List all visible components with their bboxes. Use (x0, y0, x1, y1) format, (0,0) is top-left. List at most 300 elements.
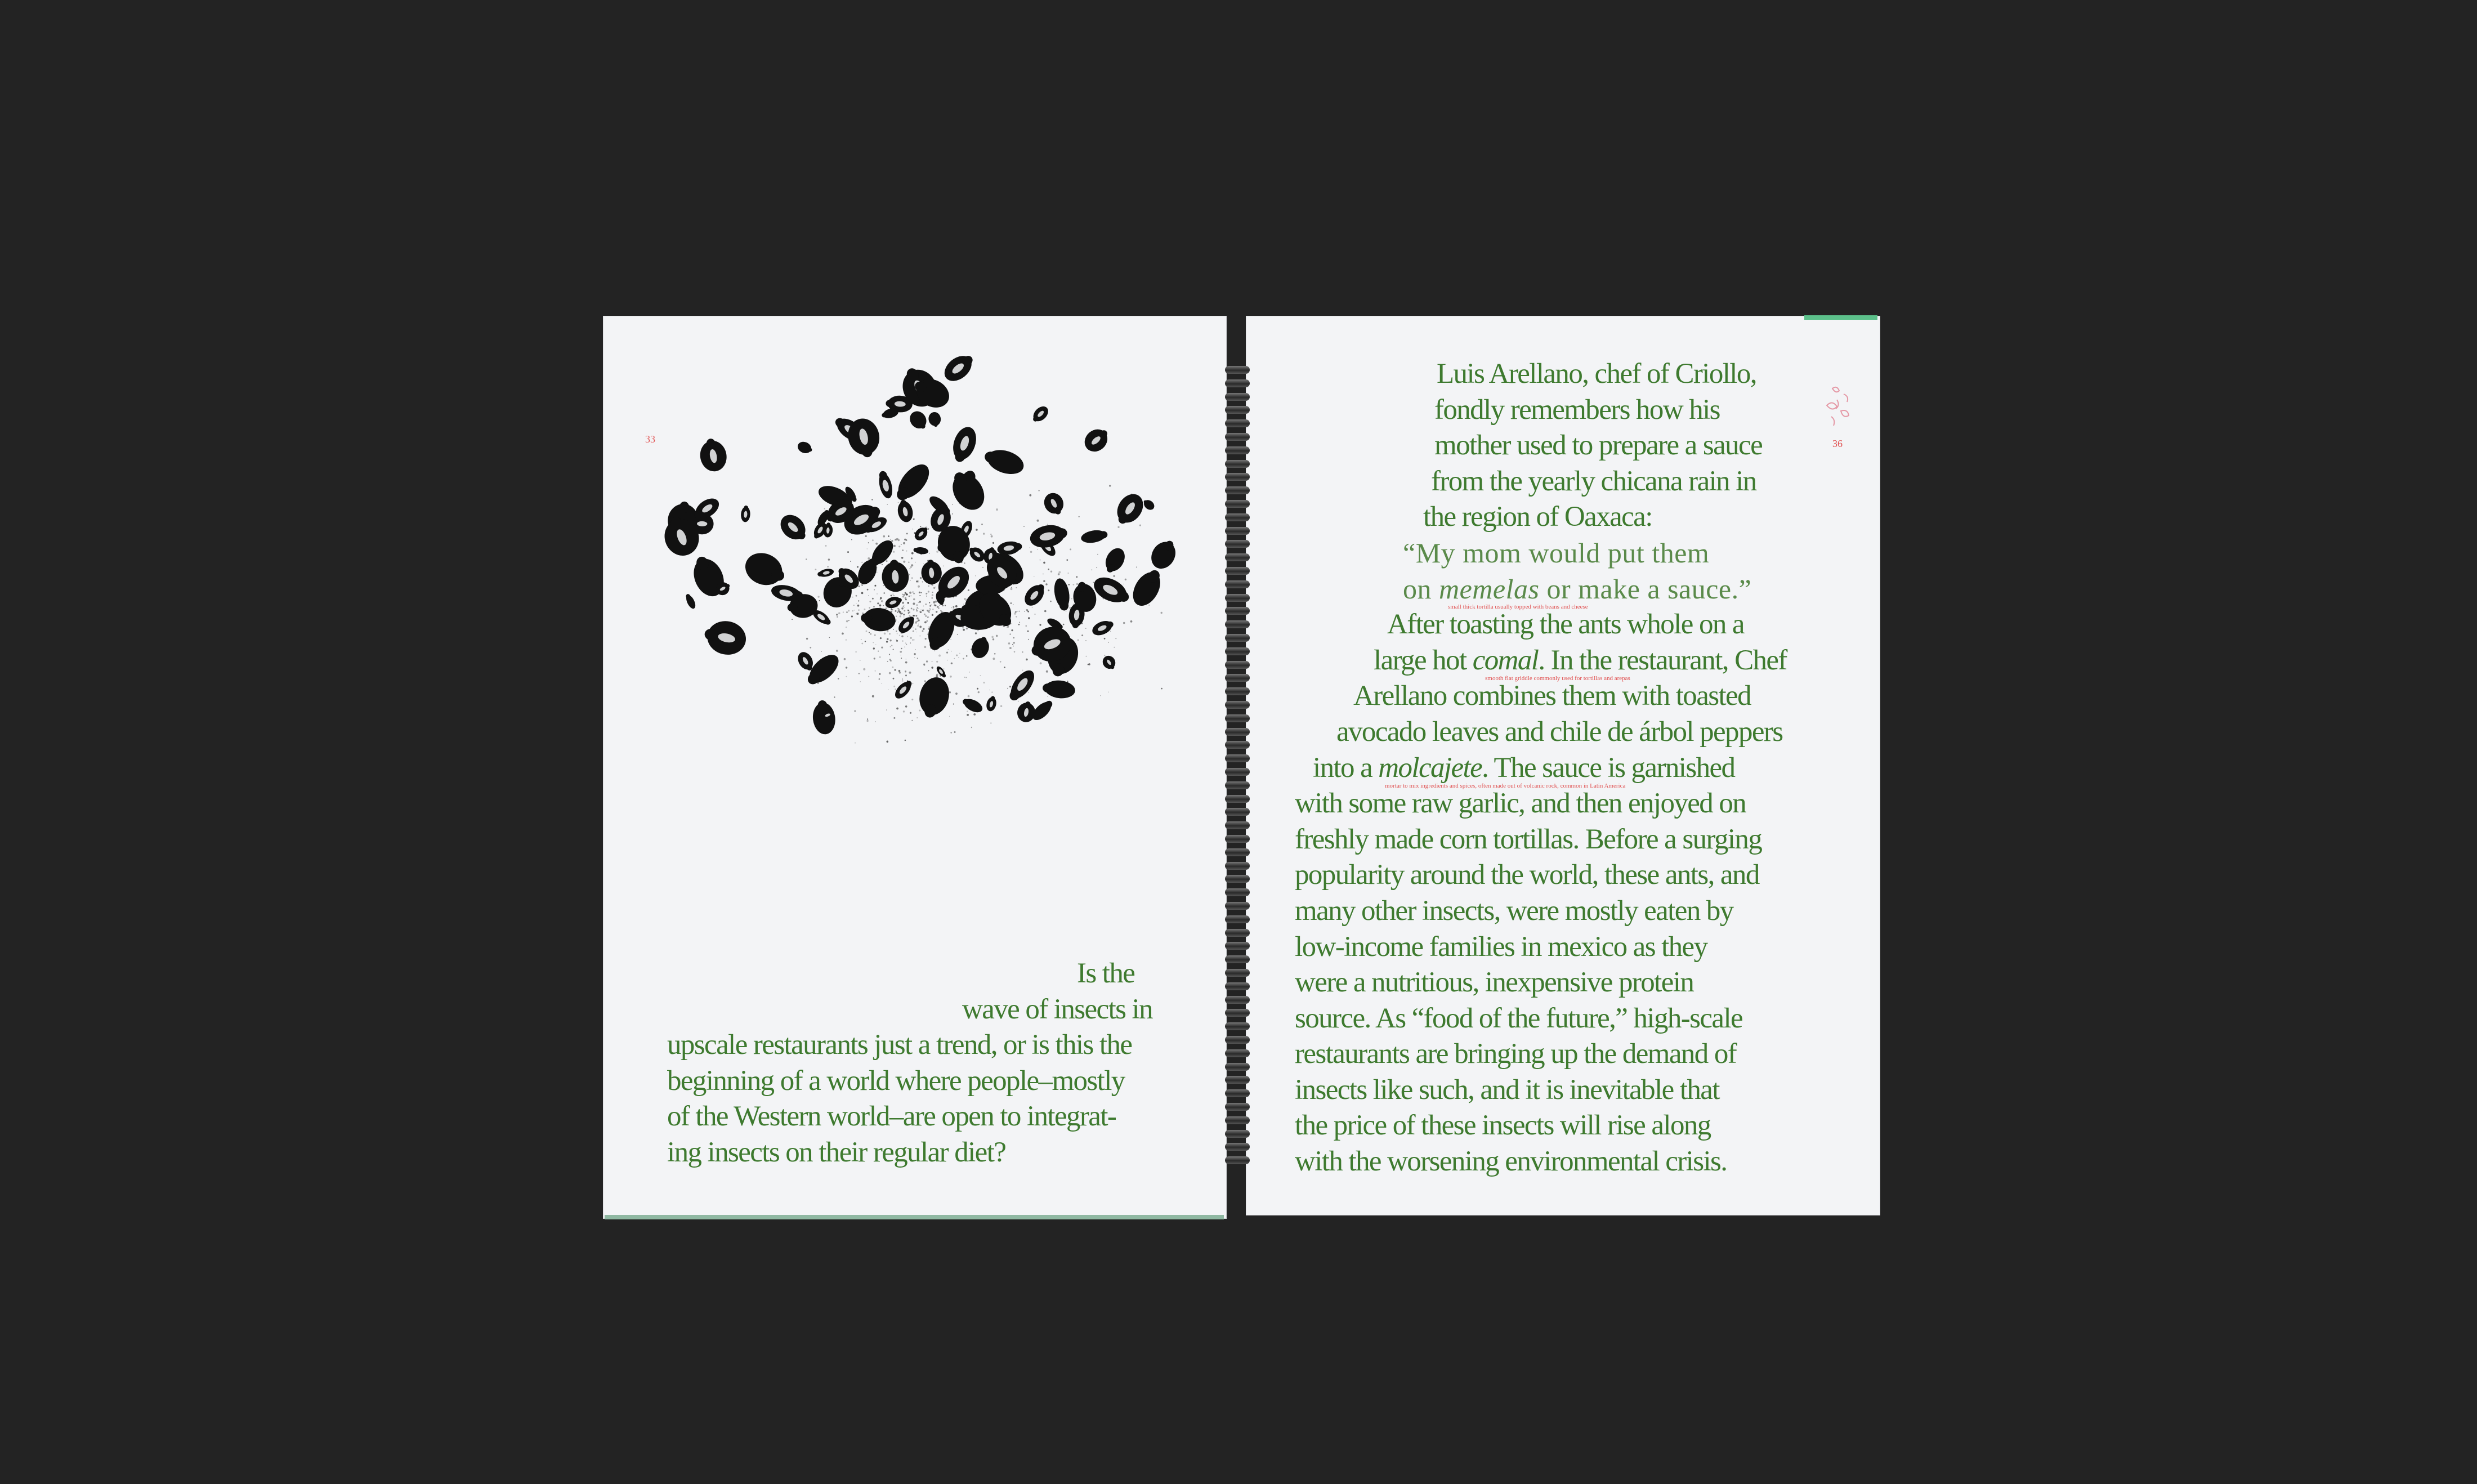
dust-speck (953, 703, 954, 704)
dust-speck (889, 633, 891, 635)
binding-coil (1225, 406, 1250, 414)
body-line: insects like such, and it is inevitable that (1295, 1074, 1719, 1106)
dust-speck (883, 585, 884, 586)
dust-speck (1079, 516, 1080, 517)
binding-coil (1225, 848, 1250, 856)
dust-speck (945, 605, 946, 606)
dust-speck (867, 548, 868, 549)
dust-speck (975, 632, 977, 634)
dust-speck (901, 658, 902, 659)
dust-speck (846, 627, 847, 628)
dust-speck (990, 534, 992, 535)
dust-speck (932, 584, 933, 586)
memelas-term: memelas (1439, 573, 1540, 605)
dust-speck (1007, 627, 1008, 628)
dust-speck (891, 645, 892, 646)
dust-speck (951, 607, 952, 609)
ant-blot (880, 558, 910, 593)
binding-coil (1225, 942, 1250, 950)
dust-speck (911, 596, 912, 597)
molcajete-pre: into a (1313, 752, 1379, 784)
dust-speck (862, 585, 863, 586)
dust-speck (925, 604, 927, 605)
dust-speck (927, 616, 928, 618)
dust-speck (821, 651, 822, 652)
ant-blot (1005, 667, 1039, 704)
dust-speck (858, 600, 859, 601)
dust-speck (1000, 705, 1002, 707)
dust-speck (1125, 579, 1126, 580)
dust-speck (877, 593, 878, 595)
dust-speck (860, 681, 861, 682)
body-line: mother used to prepare a sauce (1434, 430, 1763, 462)
dust-speck (905, 642, 906, 643)
ant-blot (1041, 490, 1068, 518)
binding-coil (1225, 714, 1250, 722)
dust-speck (973, 713, 976, 716)
dust-speck (859, 610, 860, 611)
dust-speck (817, 596, 819, 597)
dust-speck (1076, 583, 1079, 585)
dust-speck (868, 676, 869, 677)
dust-speck (883, 535, 886, 538)
dust-speck (1009, 633, 1011, 634)
question-text (667, 956, 1196, 1170)
dust-speck (904, 607, 905, 608)
dust-speck (896, 616, 897, 617)
dust-speck (828, 566, 829, 567)
dust-speck (895, 689, 896, 690)
dust-speck (844, 658, 846, 660)
dust-speck (852, 597, 853, 598)
dust-speck (901, 607, 904, 610)
dust-speck (968, 589, 969, 591)
dust-speck (1016, 616, 1017, 618)
binding-coil (1225, 379, 1250, 387)
ant-blot (1080, 528, 1108, 544)
dust-speck (869, 601, 871, 602)
dust-speck (920, 577, 922, 579)
binding-coil (1225, 594, 1250, 602)
dust-speck (932, 595, 933, 596)
binding-coil (1225, 1156, 1250, 1164)
body-line: from the yearly chicana rain in (1431, 465, 1756, 497)
binding-coil (1225, 553, 1250, 561)
dust-speck (939, 605, 940, 606)
body-line: Luis Arellano, chef of Criollo, (1437, 358, 1756, 390)
dust-speck (922, 581, 923, 582)
dust-speck (867, 718, 868, 719)
dust-speck (1009, 647, 1012, 649)
binding-coil (1225, 728, 1250, 736)
dust-speck (1045, 583, 1047, 585)
dust-speck (898, 546, 900, 547)
dust-speck (967, 714, 969, 716)
dust-speck (916, 604, 918, 606)
dust-speck (932, 668, 933, 669)
dust-speck (898, 670, 901, 672)
dust-speck (873, 606, 874, 607)
dust-speck (868, 557, 870, 560)
body-line: Arellano combines them with toasted (1353, 680, 1751, 712)
dust-speck (887, 638, 888, 640)
dust-speck (1096, 567, 1097, 568)
dust-speck (875, 644, 876, 645)
dust-speck (1161, 688, 1163, 690)
dust-speck (884, 633, 886, 635)
dust-speck (938, 535, 939, 536)
dust-speck (872, 695, 874, 698)
spiral-binding (1220, 366, 1254, 1171)
memelas-gloss: small thick tortilla usually topped with beans and cheese (1448, 603, 1588, 610)
dust-speck (898, 502, 899, 503)
dust-speck (927, 593, 928, 594)
dust-speck (1123, 622, 1125, 624)
binding-coil (1225, 500, 1250, 508)
ant-blot (913, 547, 929, 555)
dust-speck (951, 663, 953, 664)
binding-coil (1225, 795, 1250, 803)
dust-speck (907, 610, 909, 611)
binding-coil (1225, 1036, 1250, 1044)
dust-speck (913, 602, 915, 605)
dust-speck (920, 610, 922, 611)
dust-speck (893, 545, 896, 547)
dust-speck (922, 630, 924, 632)
dust-speck (1040, 560, 1041, 561)
dust-speck (932, 592, 933, 593)
dust-speck (926, 596, 927, 597)
binding-coil (1225, 473, 1250, 481)
dust-speck (933, 587, 935, 589)
dust-speck (923, 628, 924, 630)
dust-speck (1104, 655, 1105, 656)
binding-coil (1225, 1116, 1250, 1124)
dust-speck (887, 631, 888, 632)
dust-speck (916, 618, 919, 620)
dust-speck (892, 667, 894, 668)
binding-coil (1225, 1022, 1250, 1030)
dust-speck (1115, 638, 1116, 639)
ant-blot (684, 593, 698, 610)
dust-speck (957, 634, 958, 635)
dust-speck (838, 678, 839, 680)
dust-speck (810, 647, 811, 649)
dust-speck (893, 717, 895, 719)
dust-speck (865, 535, 867, 537)
dust-speck (918, 585, 920, 588)
molcajete-term: molcajete (1378, 752, 1482, 784)
dust-speck (913, 631, 914, 632)
dust-speck (1097, 554, 1098, 555)
dust-speck (980, 675, 981, 676)
dust-speck (910, 637, 912, 639)
body-line: avocado leaves and chile de árbol peppers (1336, 716, 1783, 748)
dust-speck (952, 513, 953, 515)
dust-speck (919, 710, 920, 712)
body-line: low-income families in mexico as they (1295, 931, 1707, 963)
dust-speck (857, 613, 859, 615)
right-page-number: 36 (1832, 438, 1843, 449)
dust-speck (1000, 661, 1001, 663)
dust-speck (911, 552, 914, 555)
dust-speck (956, 655, 958, 656)
ant-blot (1101, 545, 1129, 576)
ant-blot (877, 470, 895, 499)
ant-blot (948, 424, 980, 465)
dust-speck (977, 630, 978, 631)
dust-speck (935, 601, 937, 603)
dust-speck (850, 561, 851, 562)
body-line: with some raw garlic, and then enjoyed on (1295, 788, 1746, 820)
dust-speck (1110, 631, 1111, 632)
dust-speck (856, 595, 857, 597)
dust-speck (928, 611, 930, 613)
dust-speck (1027, 631, 1029, 632)
dust-speck (848, 620, 849, 621)
dust-speck (922, 610, 924, 611)
dust-speck (954, 658, 955, 659)
dust-speck (996, 508, 998, 511)
dust-speck (936, 551, 938, 553)
dust-speck (929, 605, 931, 607)
dust-speck (836, 614, 838, 615)
dust-speck (1022, 651, 1023, 652)
dust-speck (851, 539, 852, 540)
body-line (1295, 643, 1858, 682)
dust-speck (971, 727, 972, 728)
dust-speck (912, 640, 913, 641)
dust-speck (900, 651, 902, 653)
dust-speck (927, 633, 929, 635)
dust-speck (896, 708, 898, 710)
dust-speck (938, 655, 941, 657)
dust-speck (923, 664, 925, 665)
dust-speck (792, 619, 793, 620)
body-line: After toasting the ants whole on a (1387, 609, 1744, 641)
dust-speck (837, 616, 838, 618)
dust-speck (902, 549, 904, 551)
dust-speck (829, 637, 830, 638)
dust-speck (887, 741, 889, 743)
dust-speck (975, 575, 976, 576)
dust-speck (963, 604, 964, 605)
quote-post: or make a sauce.” (1539, 573, 1752, 605)
dust-speck (952, 504, 953, 505)
dust-speck (874, 658, 875, 659)
dust-speck (918, 619, 919, 621)
dust-speck (909, 568, 910, 569)
dust-speck (914, 657, 915, 658)
dust-speck (913, 615, 914, 616)
dust-speck (991, 535, 993, 538)
dust-speck (857, 566, 859, 567)
dust-speck (1018, 624, 1020, 625)
dust-speck (896, 619, 897, 620)
binding-coil (1225, 634, 1250, 642)
question-line: of the Western world–are open to integrat- (667, 1101, 1116, 1132)
dust-speck (861, 643, 863, 645)
ant-blot (940, 350, 978, 386)
dust-speck (825, 545, 827, 547)
binding-coil (1225, 460, 1250, 468)
ant-blot (906, 408, 931, 433)
body-line (1295, 750, 1858, 789)
dust-speck (919, 626, 922, 628)
binding-coil (1225, 1143, 1250, 1151)
dust-speck (909, 596, 910, 597)
dust-speck (1008, 642, 1011, 645)
dust-speck (872, 539, 874, 541)
dust-speck (872, 598, 874, 600)
dust-speck (1026, 625, 1027, 627)
binding-coil (1225, 419, 1250, 427)
dust-speck (891, 608, 892, 609)
dust-speck (1030, 547, 1031, 548)
dust-speck (1050, 601, 1052, 602)
dust-speck (1113, 575, 1115, 577)
dust-speck (1009, 686, 1011, 687)
dust-speck (940, 610, 941, 611)
dust-speck (887, 504, 888, 505)
binding-coil (1225, 446, 1250, 454)
dust-speck (915, 649, 916, 650)
dust-speck (964, 677, 965, 678)
body-line: were a nutritious, inexpensive protein (1295, 967, 1694, 999)
dust-speck (881, 600, 883, 602)
dust-speck (1047, 696, 1048, 697)
binding-coil (1225, 902, 1250, 910)
dust-speck (864, 609, 865, 610)
dust-speck (964, 598, 966, 600)
dust-speck (919, 601, 921, 603)
dust-speck (932, 614, 933, 616)
quote-pre: on (1403, 573, 1439, 605)
dust-speck (913, 592, 914, 593)
dust-speck (883, 605, 884, 606)
ant-blot (1052, 577, 1072, 611)
dust-speck (920, 526, 921, 527)
ant-blot (1090, 618, 1115, 638)
dust-speck (914, 640, 915, 641)
binding-coil (1225, 781, 1250, 789)
dust-speck (874, 589, 875, 591)
binding-coil (1225, 862, 1250, 870)
dust-speck (936, 611, 937, 613)
dust-speck (888, 535, 889, 537)
left-page-edge (605, 1215, 1224, 1219)
binding-coil (1225, 647, 1250, 655)
dust-speck (896, 640, 898, 642)
question-line: Is the (1077, 958, 1135, 989)
dust-speck (1085, 628, 1087, 629)
dust-speck (880, 637, 882, 639)
ant-blot (1147, 535, 1182, 573)
binding-coil (1225, 1049, 1250, 1057)
dust-speck (909, 574, 910, 575)
dust-speck (869, 632, 870, 633)
dust-speck (924, 646, 926, 648)
dust-speck (1011, 587, 1012, 588)
dust-speck (953, 597, 954, 598)
binding-coil (1225, 393, 1250, 401)
quote-line (1295, 571, 1858, 610)
ant-blot (928, 411, 942, 428)
dust-speck (1014, 613, 1016, 615)
body-line: the price of these insects will rise along (1295, 1110, 1711, 1142)
binding-coil (1225, 821, 1250, 829)
ant-blot (1080, 423, 1114, 456)
dust-speck (1027, 611, 1029, 613)
binding-coil (1225, 1130, 1250, 1138)
dust-speck (992, 542, 994, 544)
dust-speck (907, 636, 908, 637)
body-line: source. As “food of the future,” high-scale (1295, 1002, 1743, 1034)
dust-speck (920, 611, 922, 613)
dust-speck (1058, 573, 1060, 575)
dust-speck (928, 585, 929, 587)
dust-speck (860, 660, 861, 661)
dust-speck (891, 540, 893, 542)
dust-speck (905, 674, 907, 676)
dust-speck (847, 551, 849, 553)
dust-speck (1063, 624, 1065, 625)
dust-speck (1067, 681, 1068, 682)
ant-blot (1041, 679, 1076, 700)
dust-speck (968, 695, 970, 698)
dust-speck (901, 557, 904, 559)
ant-blot (1016, 700, 1037, 723)
dust-speck (1014, 651, 1016, 653)
dust-speck (906, 644, 907, 645)
dust-speck (948, 649, 949, 650)
body-line: freshly made corn tortillas. Before a surging (1295, 823, 1762, 855)
dust-speck (1086, 656, 1087, 657)
dust-speck (915, 622, 917, 624)
dust-speck (911, 608, 913, 610)
dust-speck (937, 606, 938, 607)
dust-speck (815, 569, 817, 570)
dust-speck (918, 625, 919, 627)
dust-speck (963, 658, 964, 660)
dust-speck (931, 604, 932, 605)
dust-speck (855, 743, 856, 744)
dust-speck (1034, 614, 1035, 615)
binding-coil (1225, 366, 1250, 374)
dust-speck (1070, 548, 1071, 550)
dust-speck (905, 671, 906, 673)
dust-speck (921, 592, 922, 593)
dust-speck (898, 622, 899, 623)
binding-coil (1225, 620, 1250, 628)
binding-coil (1225, 567, 1250, 575)
dust-speck (887, 661, 888, 662)
ant-blot (915, 674, 954, 721)
ant-blot (920, 559, 943, 585)
binding-coil (1225, 661, 1250, 669)
dust-speck (1043, 580, 1045, 582)
dust-speck (936, 674, 938, 676)
binding-coil (1225, 1076, 1250, 1084)
dust-speck (938, 607, 940, 609)
binding-coil (1225, 1089, 1250, 1097)
dust-speck (928, 626, 930, 628)
ant-blot (891, 459, 935, 506)
dust-speck (905, 592, 906, 594)
dust-speck (866, 631, 868, 632)
dust-speck (983, 682, 985, 683)
dust-speck (897, 608, 899, 610)
